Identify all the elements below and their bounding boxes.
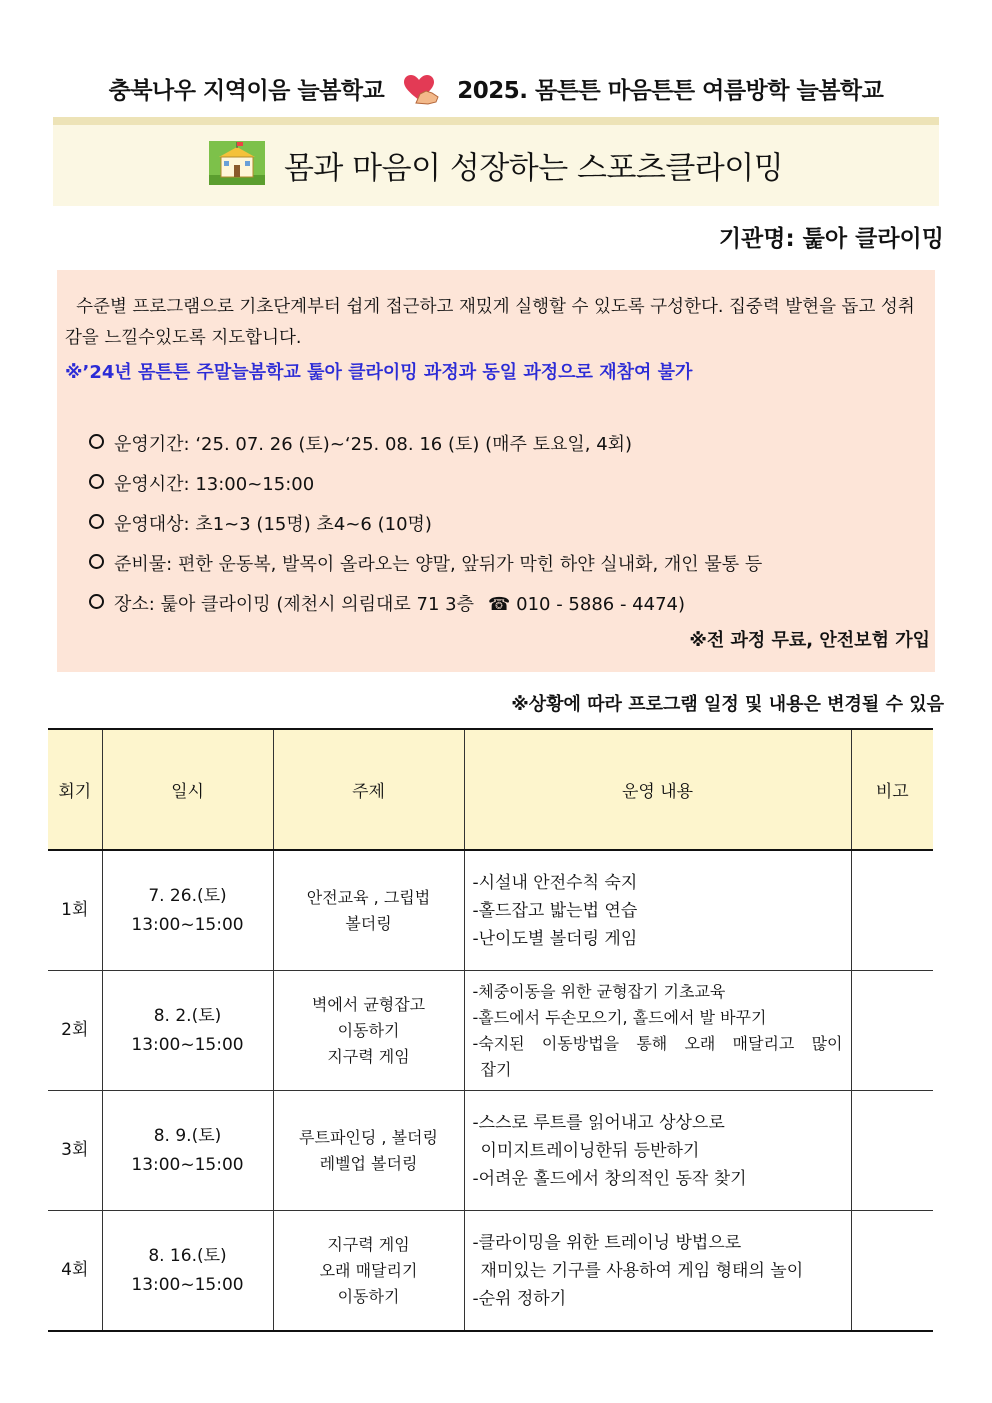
header-note: 비고: [851, 729, 933, 850]
free-notice: ※전 과정 무료, 안전보험 가입: [689, 630, 930, 651]
header-date: 일시: [102, 729, 273, 850]
content-cell: -시설내 안전수칙 숙지 -홀드잡고 밟는법 연습 -난이도별 볼더링 게임: [464, 850, 851, 971]
phone-number: ☎ 010 - 5886 - 4474): [487, 594, 685, 615]
intro-text: 수준별 프로그램으로 기초단계부터 쉽게 접근하고 재밌게 실행할 수 있도록 구성한다. 집중력 발현을 돕고 성취감을 느낄수있도록 지도합니다.: [65, 297, 915, 348]
info-period: 운영기간: ‘25. 07. 26 (토)~‘25. 08. 16 (토) (매주 토요일, 4회): [89, 430, 632, 456]
info-box: [57, 270, 935, 672]
note-cell: [851, 1091, 933, 1211]
topic-cell: 벽에서 균형잡고 이동하기 지구력 게임: [273, 971, 464, 1091]
topic-cell: 루트파인딩 , 볼더링 레벨업 볼더링: [273, 1091, 464, 1211]
info-target: 운영대상: 초1~3 (15명) 초4~6 (10명): [89, 510, 432, 536]
session-cell: 1회: [48, 850, 102, 971]
note-cell: [851, 850, 933, 971]
content-cell: -스스로 루트를 읽어내고 상상으로 이미지트레이닝한뒤 등반하기 -어려운 홀드에서 창의적인 동작 찾기: [464, 1091, 851, 1211]
info-supplies: 준비물: 편한 운동복, 발목이 올라오는 양말, 앞뒤가 막힌 하얀 실내화, 개인 물통 등: [89, 550, 762, 576]
header-right: 2025. 몸튼튼 마음튼튼 여름방학 늘봄학교: [457, 78, 884, 104]
schedule-table: [48, 728, 933, 1332]
content-cell: -체중이동을 위한 균형잡기 기초교육 -홀드에서 두손모으기, 홀드에서 발 바꾸기 -숙지된 이동방법을 통해 오래 매달리고 많이 잡기: [464, 971, 851, 1091]
change-note: ※상황에 따라 프로그램 일정 및 내용은 변경될 수 있음: [511, 694, 944, 715]
date-cell: 8. 9.(토) 13:00~15:00: [102, 1091, 273, 1211]
table-header-row: [48, 729, 933, 850]
session-cell: 2회: [48, 971, 102, 1091]
table-row: [48, 1211, 933, 1332]
circle-bullet-icon: [89, 474, 104, 489]
date-cell: 8. 16.(토) 13:00~15:00: [102, 1211, 273, 1332]
topic-cell: 지구력 게임 오래 매달리기 이동하기: [273, 1211, 464, 1332]
school-icon: [209, 141, 265, 189]
title-band: [53, 117, 939, 206]
content-cell: -클라이밍을 위한 트레이닝 방법으로 재미있는 기구를 사용하여 게임 형태의 놀이 -순위 정하기: [464, 1211, 851, 1332]
topic-cell: 안전교육 , 그립법 볼더링: [273, 850, 464, 971]
session-cell: 3회: [48, 1091, 102, 1211]
heart-hand-icon: [402, 73, 440, 111]
table-row: [48, 1091, 933, 1211]
circle-bullet-icon: [89, 594, 104, 609]
title-stripe: [53, 117, 939, 125]
circle-bullet-icon: [89, 554, 104, 569]
table-row: [48, 850, 933, 971]
circle-bullet-icon: [89, 514, 104, 529]
note-cell: [851, 1211, 933, 1332]
header-content: 운영 내용: [464, 729, 851, 850]
date-cell: 7. 26.(토) 13:00~15:00: [102, 850, 273, 971]
header-topic: 주제: [273, 729, 464, 850]
org-name: 기관명: 툹아 클라이밍: [718, 226, 944, 252]
table-row: [48, 971, 933, 1091]
note-cell: [851, 971, 933, 1091]
header-line: [0, 72, 992, 111]
page-title: 몸과 마음이 성장하는 스포츠클라이밍: [283, 150, 784, 187]
date-cell: 8. 2.(토) 13:00~15:00: [102, 971, 273, 1091]
info-place: 장소: 툹아 클라이밍 (제천시 의림대로 71 3층 ☎ 010 - 5886 - 4474): [89, 590, 685, 616]
header-left: 충북나우 지역이음 늘봄학교: [108, 78, 385, 104]
notice-text: ※’24년 몸튼튼 주말늘봄학교 툹아 클라이밍 과정과 동일 과정으로 재참여 불가: [65, 362, 693, 383]
info-time: 운영시간: 13:00~15:00: [89, 470, 314, 496]
header-session: 회기: [48, 729, 102, 850]
session-cell: 4회: [48, 1211, 102, 1332]
circle-bullet-icon: [89, 434, 104, 449]
